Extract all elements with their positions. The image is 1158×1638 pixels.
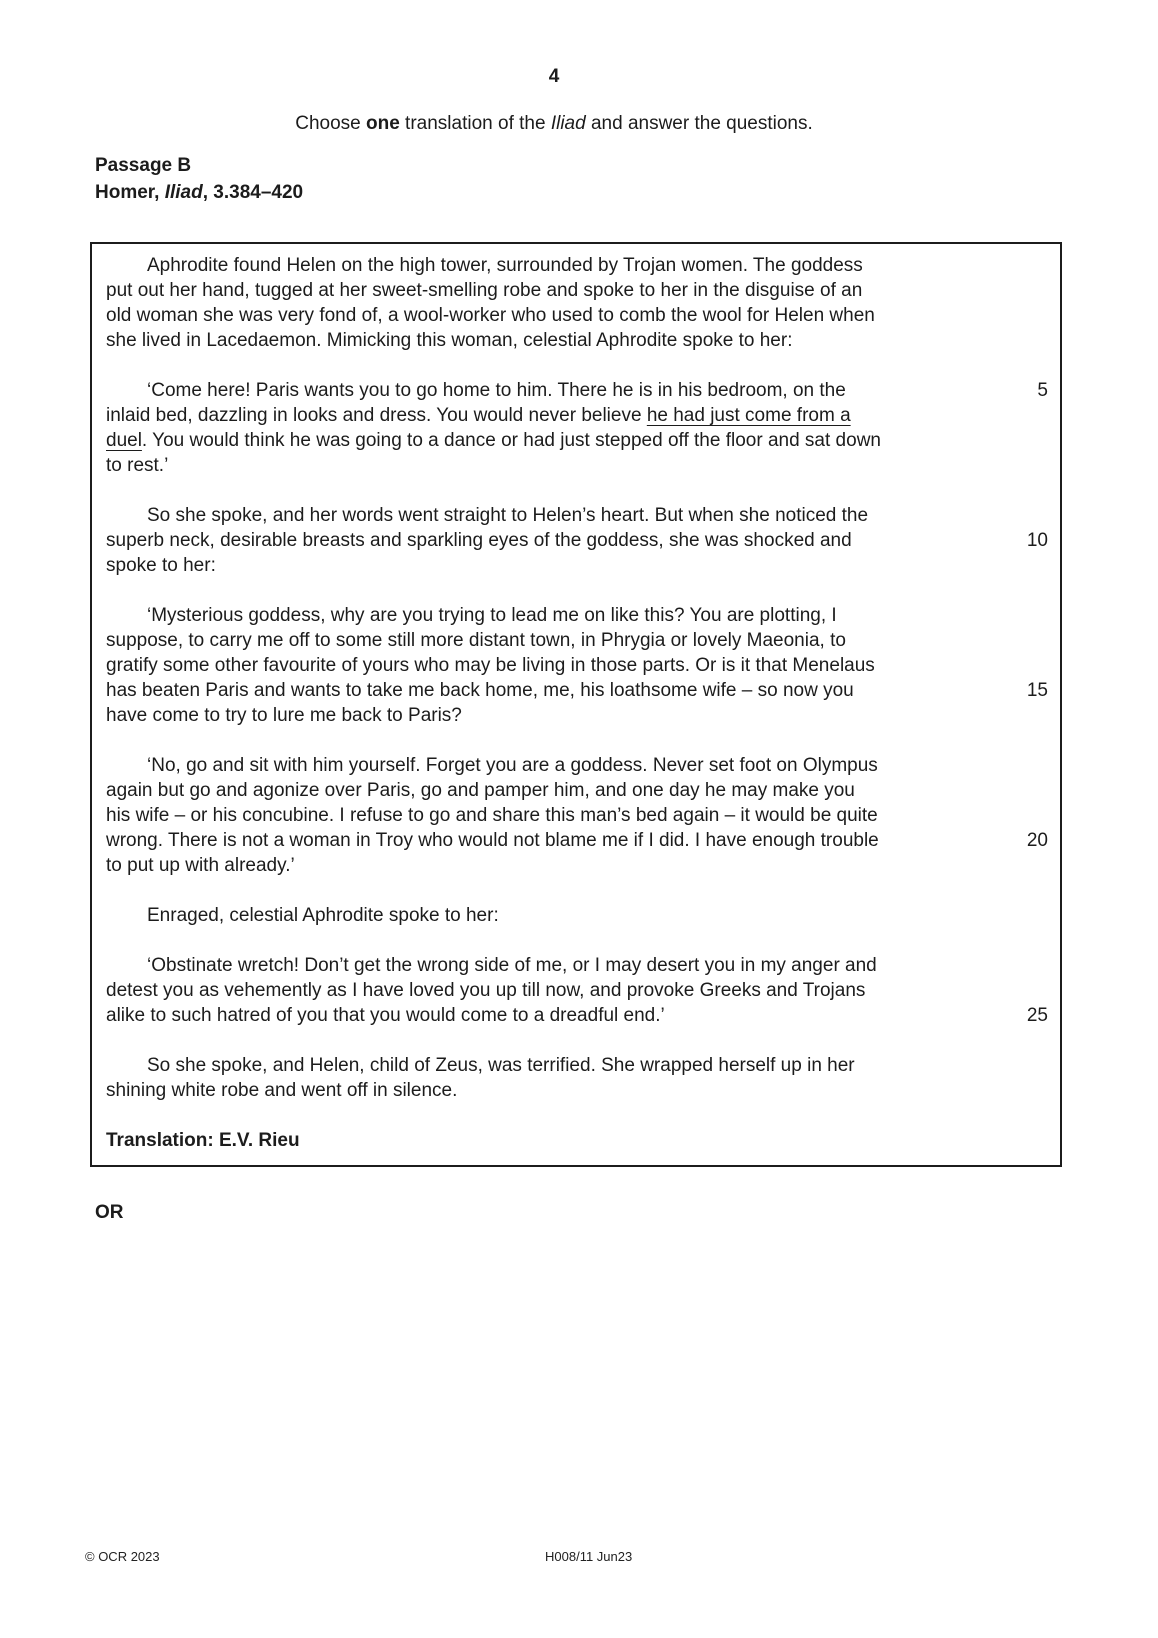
passage-text: superb neck, desirable breasts and sparkling eyes of the goddess, she was shocked and: [106, 530, 852, 551]
passage-text: shining white robe and went off in silence.: [106, 1080, 458, 1101]
instruction-part2: translation of the: [399, 113, 551, 134]
passage-line: [106, 528, 1048, 553]
passage-text: ‘No, go and sit with him yourself. Forget you are a goddess. Never set foot on Olympus: [147, 755, 878, 776]
passage-text: So she spoke, and her words went straight to Helen’s heart. But when she noticed the: [147, 505, 869, 526]
passage-label: Passage B: [95, 155, 192, 176]
passage-line: [106, 603, 1048, 628]
passage-text: detest you as vehemently as I have loved you up till now, and provoke Greeks and Trojans: [106, 980, 866, 1001]
passage-text: she lived in Lacedaemon. Mimicking this woman, celestial Aphrodite spoke to her:: [106, 330, 793, 351]
source-line-range: , 3.384–420: [202, 182, 304, 203]
line-number: 20: [1026, 830, 1048, 851]
passage-line: [106, 978, 1048, 1003]
passage-text: to rest.’: [106, 455, 169, 476]
passage-paragraph: [106, 378, 1048, 478]
passage-line: [106, 628, 1048, 653]
passage-line: [106, 503, 1048, 528]
passage-line: [106, 453, 1048, 478]
passage-paragraph: [106, 253, 1048, 353]
passage-line: [106, 378, 1048, 403]
passage-line: [106, 1053, 1048, 1078]
passage-line: [106, 403, 1048, 428]
passage-text: gratify some other favourite of yours who may be living in those parts. Or is it that Menelaus: [106, 655, 875, 676]
passage-paragraph: [106, 953, 1048, 1028]
underlined-text: he had just come from a: [646, 405, 851, 426]
instruction-part1: Choose: [295, 113, 366, 134]
line-number: 25: [1026, 1005, 1048, 1026]
passage-paragraph: [106, 503, 1048, 578]
passage-line: [106, 278, 1048, 303]
passage-text: wrong. There is not a woman in Troy who would not blame me if I did. I have enough trouble: [106, 830, 879, 851]
source-work-title: Iliad: [164, 182, 203, 203]
passage-paragraph: [106, 903, 1048, 928]
passage-text: ‘Come here! Paris wants you to go home to him. There he is in his bedroom, on the: [147, 380, 846, 401]
passage-text: . You would think he was going to a dance or had just stepped off the floor and sat down: [141, 430, 881, 451]
passage-paragraph: [106, 1053, 1048, 1103]
passage-line: [106, 703, 1048, 728]
passage-text: ‘Mysterious goddess, why are you trying to lead me on like this? You are plotting, I: [147, 605, 837, 626]
passage-text: his wife – or his concubine. I refuse to go and share this man’s bed again – it would be quite: [106, 805, 878, 826]
passage-line: [106, 828, 1048, 853]
passage-line: [106, 853, 1048, 878]
passage-text: put out her hand, tugged at her sweet-smelling robe and spoke to her in the disguise of an: [106, 280, 863, 301]
passage-line: [106, 1003, 1048, 1028]
passage-text: old woman she was very fond of, a wool-worker who used to comb the wool for Helen when: [106, 305, 875, 326]
passage-text: Enraged, celestial Aphrodite spoke to her:: [147, 905, 499, 926]
or-label: OR: [95, 1202, 124, 1223]
passage-paragraph: [106, 753, 1048, 878]
passage-lines: [106, 253, 1048, 1103]
passage-line: [106, 303, 1048, 328]
passage-line: [106, 753, 1048, 778]
line-number: 10: [1026, 530, 1048, 551]
passage-box: [90, 242, 1062, 1167]
passage-text: have come to try to lure me back to Paris?: [106, 705, 462, 726]
instruction-part3: and answer the questions.: [585, 113, 813, 134]
passage-line: [106, 553, 1048, 578]
passage-line: [106, 653, 1048, 678]
passage-text: spoke to her:: [106, 555, 216, 576]
passage-line: [106, 778, 1048, 803]
passage-text: Aphrodite found Helen on the high tower, surrounded by Trojan women. The goddess: [147, 255, 863, 276]
passage-text: to put up with already.’: [106, 855, 295, 876]
passage-text: So she spoke, and Helen, child of Zeus, was terrified. She wrapped herself up in her: [147, 1055, 855, 1076]
page-number: 4: [548, 66, 560, 87]
passage-heading: [95, 152, 303, 206]
passage-line: [106, 953, 1048, 978]
passage-text: inlaid bed, dazzling in looks and dress. You would never believe: [106, 405, 647, 426]
line-number: 5: [1037, 380, 1048, 401]
passage-text: again but go and agonize over Paris, go and pamper him, and one day he may make you: [106, 780, 855, 801]
line-number: 15: [1026, 680, 1048, 701]
footer-paper-code: H008/11 Jun23: [545, 1549, 633, 1564]
passage-line: [106, 428, 1048, 453]
instruction-italic-title: Iliad: [550, 113, 586, 134]
footer-copyright: © OCR 2023: [85, 1549, 160, 1564]
passage-source: [95, 179, 303, 206]
passage-text: alike to such hatred of you that you would come to a dreadful end.’: [106, 1005, 665, 1026]
passage-text: suppose, to carry me off to some still more distant town, in Phrygia or lovely Maeonia, to: [106, 630, 846, 651]
instruction-bold-word: one: [366, 113, 400, 134]
passage-paragraph: [106, 603, 1048, 728]
passage-line: [106, 803, 1048, 828]
source-author: Homer,: [95, 182, 165, 203]
passage-text: has beaten Paris and wants to take me back home, me, his loathsome wife – so now you: [106, 680, 854, 701]
passage-line: [106, 328, 1048, 353]
instruction-text: [90, 113, 1018, 135]
passage-line: [106, 903, 1048, 928]
underlined-text: duel: [106, 430, 142, 451]
passage-line: [106, 678, 1048, 703]
passage-text: ‘Obstinate wretch! Don’t get the wrong side of me, or I may desert you in my anger and: [147, 955, 877, 976]
passage-line: [106, 1078, 1048, 1103]
passage-line: [106, 253, 1048, 278]
translation-attribution: Translation: E.V. Rieu: [106, 1130, 300, 1151]
